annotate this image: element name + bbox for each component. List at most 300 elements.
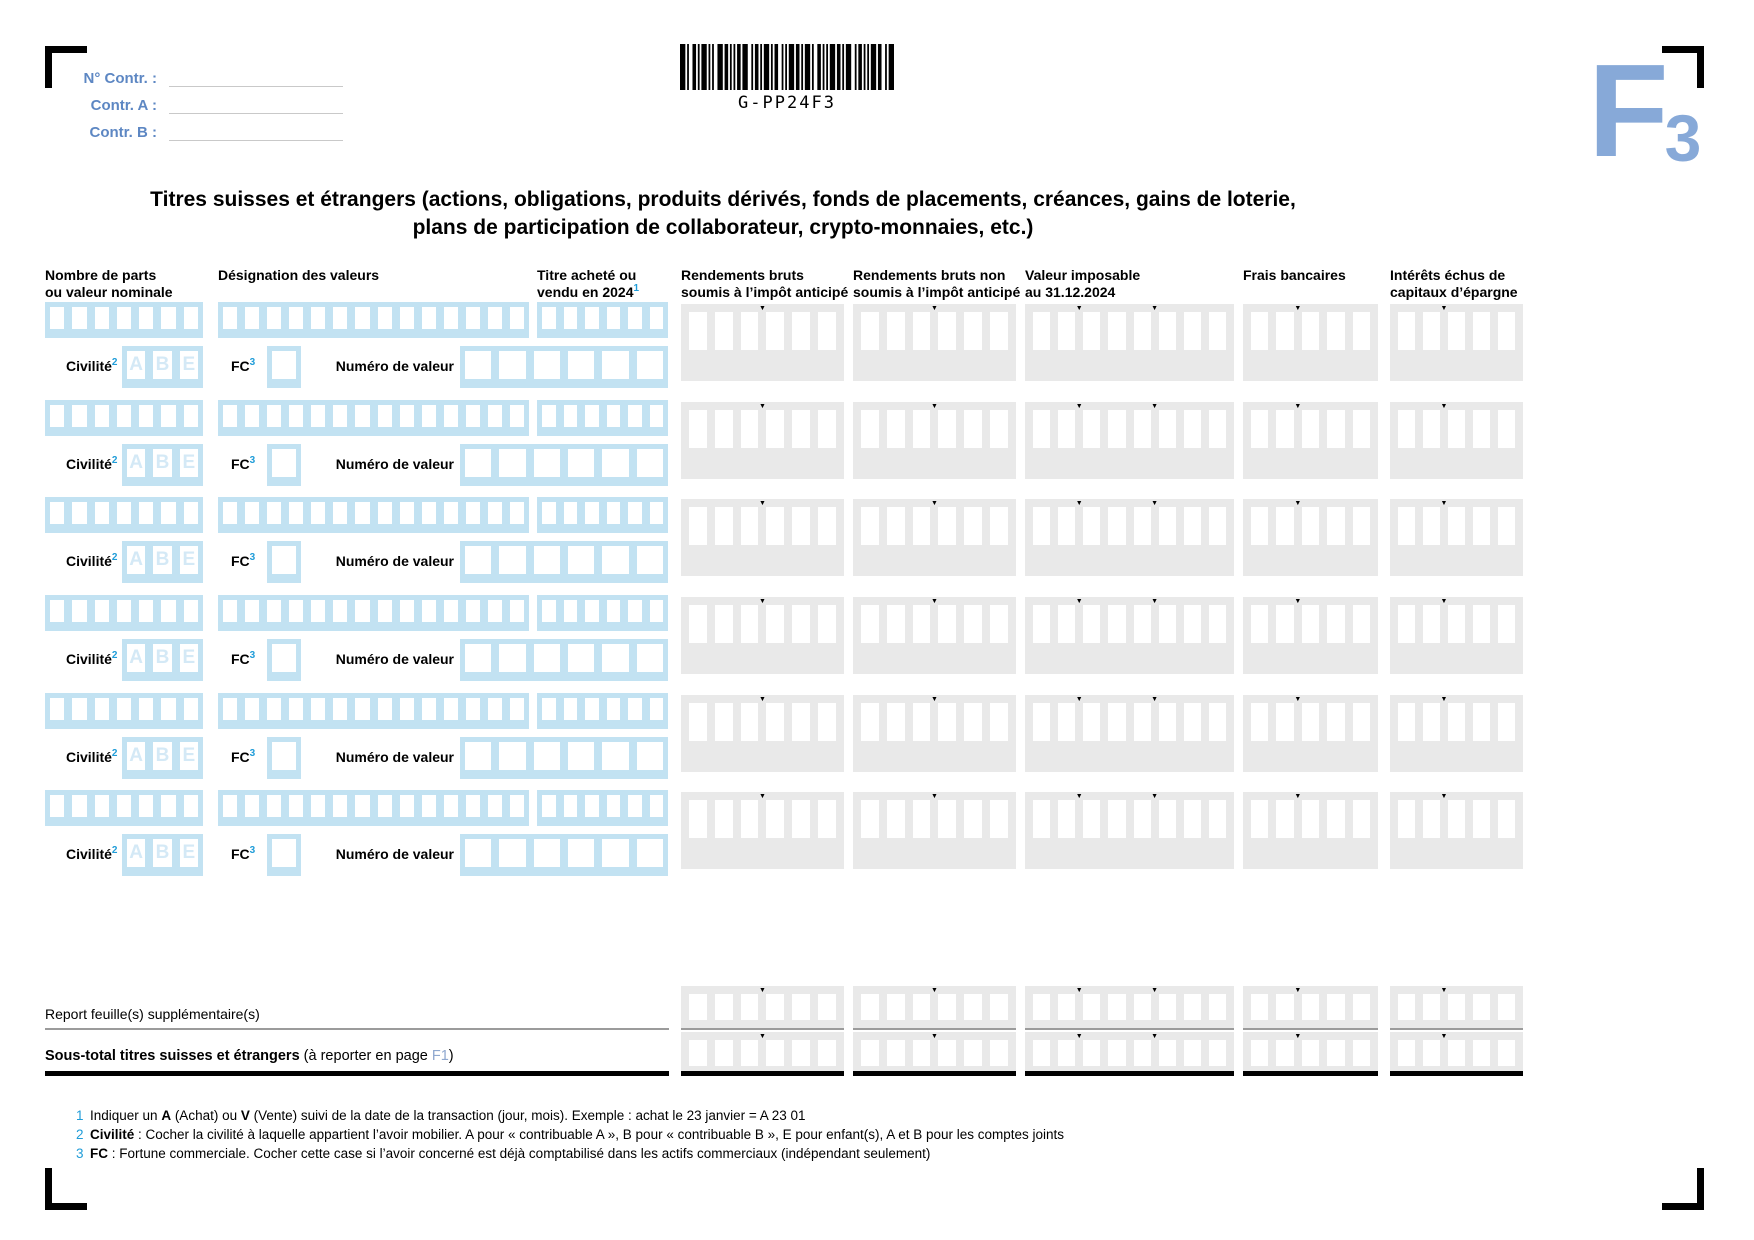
amount-digit-cell[interactable] <box>766 312 784 350</box>
amount-digit-cell[interactable] <box>1473 410 1490 448</box>
digit-cell[interactable] <box>534 839 560 867</box>
digit-cell[interactable] <box>184 795 198 817</box>
amount-digit-cell[interactable] <box>818 1040 836 1066</box>
digit-cell[interactable] <box>444 698 458 720</box>
digit-cell[interactable] <box>637 546 663 574</box>
amount-digit-cell[interactable] <box>1134 703 1151 741</box>
amount-digit-cell[interactable] <box>990 410 1008 448</box>
digit-cell[interactable] <box>289 502 303 524</box>
digit-cell[interactable] <box>139 502 153 524</box>
accrued-interest-field[interactable] <box>1390 304 1523 381</box>
digit-cell[interactable] <box>650 502 664 524</box>
amount-digit-cell[interactable] <box>1033 1040 1050 1066</box>
amount-digit-cell[interactable] <box>938 994 956 1020</box>
digit-cell[interactable] <box>272 449 296 477</box>
digit-cell[interactable] <box>564 698 578 720</box>
amount-digit-cell[interactable] <box>1209 410 1226 448</box>
amount-digit-cell[interactable] <box>1302 605 1319 643</box>
amount-digit-cell[interactable] <box>938 507 956 545</box>
amount-digit-cell[interactable] <box>1473 507 1490 545</box>
amount-digit-cell[interactable] <box>1498 800 1515 838</box>
digit-cell[interactable] <box>95 795 109 817</box>
amount-digit-cell[interactable] <box>1209 507 1226 545</box>
digit-cell[interactable] <box>355 600 369 622</box>
designation-field[interactable] <box>218 693 529 729</box>
amount-digit-cell[interactable] <box>1448 703 1465 741</box>
gross-yield-subject-field[interactable] <box>681 402 844 479</box>
amount-digit-cell[interactable] <box>1251 312 1268 350</box>
amount-digit-cell[interactable] <box>938 312 956 350</box>
digit-cell[interactable] <box>272 644 296 672</box>
amount-digit-cell[interactable] <box>792 800 810 838</box>
amount-digit-cell[interactable] <box>741 410 759 448</box>
amount-digit-cell[interactable] <box>1159 507 1176 545</box>
digit-cell[interactable] <box>311 600 325 622</box>
civility-checkboxes[interactable] <box>122 541 203 583</box>
amount-digit-cell[interactable] <box>1184 800 1201 838</box>
amount-digit-cell[interactable] <box>1302 410 1319 448</box>
digit-cell[interactable] <box>488 795 502 817</box>
amount-digit-cell[interactable] <box>1302 703 1319 741</box>
amount-digit-cell[interactable] <box>861 1040 879 1066</box>
amount-digit-cell[interactable] <box>1159 312 1176 350</box>
digit-cell[interactable] <box>534 644 560 672</box>
digit-cell[interactable] <box>510 307 524 329</box>
amount-digit-cell[interactable] <box>913 703 931 741</box>
amount-digit-cell[interactable] <box>1353 312 1370 350</box>
civility-option-e[interactable]: E <box>180 742 198 770</box>
amount-digit-cell[interactable] <box>1498 1040 1515 1066</box>
digit-cell[interactable] <box>602 351 628 379</box>
digit-cell[interactable] <box>542 600 556 622</box>
digit-cell[interactable] <box>607 307 621 329</box>
digit-cell[interactable] <box>564 795 578 817</box>
digit-cell[interactable] <box>378 405 392 427</box>
amount-digit-cell[interactable] <box>1327 410 1344 448</box>
amount-digit-cell[interactable] <box>1276 410 1293 448</box>
purchase-sale-field[interactable] <box>537 693 668 729</box>
civility-checkboxes[interactable] <box>122 834 203 876</box>
digit-cell[interactable] <box>72 600 86 622</box>
accrued-interest-field[interactable] <box>1390 597 1523 674</box>
civility-option-b[interactable]: B <box>153 449 171 477</box>
digit-cell[interactable] <box>542 795 556 817</box>
amount-digit-cell[interactable] <box>792 312 810 350</box>
digit-cell[interactable] <box>465 644 491 672</box>
civility-option-b[interactable]: B <box>153 351 171 379</box>
amount-digit-cell[interactable] <box>689 312 707 350</box>
amount-digit-cell[interactable] <box>1398 410 1415 448</box>
subtotal-taxable-value-field[interactable] <box>1025 1032 1234 1076</box>
digit-cell[interactable] <box>466 698 480 720</box>
digit-cell[interactable] <box>585 698 599 720</box>
amount-digit-cell[interactable] <box>1327 994 1344 1020</box>
digit-cell[interactable] <box>542 405 556 427</box>
digit-cell[interactable] <box>585 502 599 524</box>
amount-digit-cell[interactable] <box>1058 410 1075 448</box>
digit-cell[interactable] <box>564 502 578 524</box>
designation-field[interactable] <box>218 595 529 631</box>
amount-digit-cell[interactable] <box>1083 800 1100 838</box>
amount-digit-cell[interactable] <box>1276 800 1293 838</box>
digit-cell[interactable] <box>50 698 64 720</box>
amount-digit-cell[interactable] <box>1108 800 1125 838</box>
amount-digit-cell[interactable] <box>1209 800 1226 838</box>
amount-digit-cell[interactable] <box>1209 605 1226 643</box>
digit-cell[interactable] <box>267 698 281 720</box>
amount-digit-cell[interactable] <box>1398 703 1415 741</box>
amount-digit-cell[interactable] <box>1083 507 1100 545</box>
civility-option-e[interactable]: E <box>180 449 198 477</box>
digit-cell[interactable] <box>465 449 491 477</box>
digit-cell[interactable] <box>534 546 560 574</box>
amount-digit-cell[interactable] <box>1209 703 1226 741</box>
amount-digit-cell[interactable] <box>938 703 956 741</box>
amount-digit-cell[interactable] <box>689 1040 707 1066</box>
amount-digit-cell[interactable] <box>715 312 733 350</box>
amount-digit-cell[interactable] <box>766 994 784 1020</box>
amount-digit-cell[interactable] <box>741 312 759 350</box>
gross-yield-not-subject-field[interactable] <box>853 402 1016 479</box>
purchase-sale-field[interactable] <box>537 302 668 338</box>
digit-cell[interactable] <box>72 795 86 817</box>
amount-digit-cell[interactable] <box>1209 1040 1226 1066</box>
amount-digit-cell[interactable] <box>1184 312 1201 350</box>
amount-digit-cell[interactable] <box>689 410 707 448</box>
amount-digit-cell[interactable] <box>1033 994 1050 1020</box>
digit-cell[interactable] <box>50 600 64 622</box>
amount-digit-cell[interactable] <box>1327 507 1344 545</box>
digit-cell[interactable] <box>465 351 491 379</box>
amount-digit-cell[interactable] <box>1353 605 1370 643</box>
bank-fees-field[interactable] <box>1243 695 1378 772</box>
digit-cell[interactable] <box>585 795 599 817</box>
digit-cell[interactable] <box>267 405 281 427</box>
amount-digit-cell[interactable] <box>1209 994 1226 1020</box>
digit-cell[interactable] <box>542 502 556 524</box>
taxable-value-field[interactable] <box>1025 304 1234 381</box>
amount-digit-cell[interactable] <box>1327 1040 1344 1066</box>
digit-cell[interactable] <box>378 795 392 817</box>
amount-digit-cell[interactable] <box>1251 800 1268 838</box>
amount-digit-cell[interactable] <box>1423 1040 1440 1066</box>
amount-digit-cell[interactable] <box>1134 800 1151 838</box>
amount-digit-cell[interactable] <box>1327 800 1344 838</box>
amount-digit-cell[interactable] <box>1083 994 1100 1020</box>
civility-option-a[interactable]: A <box>127 644 145 672</box>
amount-digit-cell[interactable] <box>1033 410 1050 448</box>
amount-digit-cell[interactable] <box>1498 994 1515 1020</box>
amount-digit-cell[interactable] <box>1159 1040 1176 1066</box>
gross-yield-not-subject-field[interactable] <box>853 597 1016 674</box>
digit-cell[interactable] <box>95 307 109 329</box>
digit-cell[interactable] <box>245 307 259 329</box>
digit-cell[interactable] <box>564 307 578 329</box>
amount-digit-cell[interactable] <box>1058 605 1075 643</box>
amount-digit-cell[interactable] <box>818 703 836 741</box>
amount-digit-cell[interactable] <box>741 994 759 1020</box>
digit-cell[interactable] <box>510 795 524 817</box>
digit-cell[interactable] <box>422 502 436 524</box>
digit-cell[interactable] <box>117 698 131 720</box>
amount-digit-cell[interactable] <box>1184 507 1201 545</box>
digit-cell[interactable] <box>267 307 281 329</box>
amount-digit-cell[interactable] <box>1058 703 1075 741</box>
bank-fees-field[interactable] <box>1243 597 1378 674</box>
amount-digit-cell[interactable] <box>1302 507 1319 545</box>
amount-digit-cell[interactable] <box>1327 312 1344 350</box>
amount-digit-cell[interactable] <box>1251 1040 1268 1066</box>
amount-digit-cell[interactable] <box>913 410 931 448</box>
amount-digit-cell[interactable] <box>715 605 733 643</box>
digit-cell[interactable] <box>422 600 436 622</box>
amount-digit-cell[interactable] <box>792 703 810 741</box>
digit-cell[interactable] <box>289 698 303 720</box>
digit-cell[interactable] <box>564 600 578 622</box>
digit-cell[interactable] <box>466 600 480 622</box>
purchase-sale-field[interactable] <box>537 595 668 631</box>
purchase-sale-field[interactable] <box>537 400 668 436</box>
digit-cell[interactable] <box>311 795 325 817</box>
digit-cell[interactable] <box>488 698 502 720</box>
digit-cell[interactable] <box>488 405 502 427</box>
digit-cell[interactable] <box>444 405 458 427</box>
amount-digit-cell[interactable] <box>1398 507 1415 545</box>
digit-cell[interactable] <box>272 839 296 867</box>
digit-cell[interactable] <box>568 839 594 867</box>
amount-digit-cell[interactable] <box>818 605 836 643</box>
amount-digit-cell[interactable] <box>887 605 905 643</box>
subtotal-gross-yield-subject-field[interactable] <box>681 1032 844 1076</box>
subtotal-accrued-interest-field[interactable] <box>1390 1032 1523 1076</box>
amount-digit-cell[interactable] <box>1276 1040 1293 1066</box>
digit-cell[interactable] <box>400 307 414 329</box>
digit-cell[interactable] <box>378 600 392 622</box>
amount-digit-cell[interactable] <box>1498 312 1515 350</box>
designation-field[interactable] <box>218 497 529 533</box>
amount-digit-cell[interactable] <box>1353 800 1370 838</box>
bank-fees-field[interactable] <box>1243 304 1378 381</box>
fc-checkbox[interactable] <box>267 541 301 583</box>
digit-cell[interactable] <box>355 502 369 524</box>
digit-cell[interactable] <box>466 795 480 817</box>
digit-cell[interactable] <box>272 742 296 770</box>
amount-digit-cell[interactable] <box>818 507 836 545</box>
digit-cell[interactable] <box>499 839 525 867</box>
amount-digit-cell[interactable] <box>766 605 784 643</box>
civility-option-b[interactable]: B <box>153 546 171 574</box>
amount-digit-cell[interactable] <box>1353 1040 1370 1066</box>
amount-digit-cell[interactable] <box>689 994 707 1020</box>
digit-cell[interactable] <box>444 502 458 524</box>
civility-option-a[interactable]: A <box>127 839 145 867</box>
digit-cell[interactable] <box>245 502 259 524</box>
amount-digit-cell[interactable] <box>792 410 810 448</box>
digit-cell[interactable] <box>117 307 131 329</box>
amount-digit-cell[interactable] <box>1448 507 1465 545</box>
amount-digit-cell[interactable] <box>913 1040 931 1066</box>
digit-cell[interactable] <box>650 405 664 427</box>
digit-cell[interactable] <box>72 698 86 720</box>
gross-yield-not-subject-field[interactable] <box>853 792 1016 869</box>
accrued-interest-field[interactable] <box>1390 792 1523 869</box>
purchase-sale-field[interactable] <box>537 497 668 533</box>
digit-cell[interactable] <box>184 405 198 427</box>
amount-digit-cell[interactable] <box>1498 507 1515 545</box>
digit-cell[interactable] <box>422 307 436 329</box>
security-number-field[interactable] <box>460 541 668 583</box>
amount-digit-cell[interactable] <box>818 312 836 350</box>
amount-digit-cell[interactable] <box>1251 507 1268 545</box>
taxable-value-field[interactable] <box>1025 499 1234 576</box>
digit-cell[interactable] <box>289 795 303 817</box>
digit-cell[interactable] <box>245 698 259 720</box>
digit-cell[interactable] <box>333 600 347 622</box>
digit-cell[interactable] <box>355 795 369 817</box>
amount-digit-cell[interactable] <box>938 605 956 643</box>
digit-cell[interactable] <box>499 742 525 770</box>
digit-cell[interactable] <box>117 600 131 622</box>
amount-digit-cell[interactable] <box>1108 410 1125 448</box>
amount-digit-cell[interactable] <box>887 312 905 350</box>
digit-cell[interactable] <box>289 307 303 329</box>
bank-fees-field[interactable] <box>1243 402 1378 479</box>
amount-digit-cell[interactable] <box>1134 605 1151 643</box>
digit-cell[interactable] <box>628 307 642 329</box>
amount-digit-cell[interactable] <box>689 703 707 741</box>
digit-cell[interactable] <box>465 839 491 867</box>
amount-digit-cell[interactable] <box>1033 800 1050 838</box>
amount-digit-cell[interactable] <box>689 605 707 643</box>
amount-digit-cell[interactable] <box>1473 312 1490 350</box>
amount-digit-cell[interactable] <box>1448 994 1465 1020</box>
amount-digit-cell[interactable] <box>861 410 879 448</box>
report-accrued-interest-field[interactable] <box>1390 986 1523 1030</box>
amount-digit-cell[interactable] <box>1108 1040 1125 1066</box>
digit-cell[interactable] <box>50 405 64 427</box>
civility-checkboxes[interactable] <box>122 346 203 388</box>
amount-digit-cell[interactable] <box>689 800 707 838</box>
digit-cell[interactable] <box>95 405 109 427</box>
digit-cell[interactable] <box>139 307 153 329</box>
amount-digit-cell[interactable] <box>887 703 905 741</box>
amount-digit-cell[interactable] <box>766 507 784 545</box>
digit-cell[interactable] <box>400 698 414 720</box>
amount-digit-cell[interactable] <box>1083 1040 1100 1066</box>
digit-cell[interactable] <box>465 742 491 770</box>
amount-digit-cell[interactable] <box>1033 507 1050 545</box>
digit-cell[interactable] <box>422 795 436 817</box>
digit-cell[interactable] <box>184 307 198 329</box>
amount-digit-cell[interactable] <box>1058 507 1075 545</box>
amount-digit-cell[interactable] <box>1276 703 1293 741</box>
amount-digit-cell[interactable] <box>1276 605 1293 643</box>
digit-cell[interactable] <box>510 600 524 622</box>
amount-digit-cell[interactable] <box>741 1040 759 1066</box>
report-gross-yield-not-subject-field[interactable] <box>853 986 1016 1030</box>
amount-digit-cell[interactable] <box>1276 994 1293 1020</box>
amount-digit-cell[interactable] <box>861 312 879 350</box>
gross-yield-subject-field[interactable] <box>681 695 844 772</box>
amount-digit-cell[interactable] <box>964 605 982 643</box>
digit-cell[interactable] <box>568 742 594 770</box>
amount-digit-cell[interactable] <box>1498 605 1515 643</box>
digit-cell[interactable] <box>378 307 392 329</box>
civility-option-b[interactable]: B <box>153 839 171 867</box>
amount-digit-cell[interactable] <box>913 994 931 1020</box>
amount-digit-cell[interactable] <box>1498 410 1515 448</box>
digit-cell[interactable] <box>223 307 237 329</box>
civility-option-e[interactable]: E <box>180 546 198 574</box>
amount-digit-cell[interactable] <box>1448 800 1465 838</box>
amount-digit-cell[interactable] <box>913 507 931 545</box>
digit-cell[interactable] <box>564 405 578 427</box>
amount-digit-cell[interactable] <box>715 994 733 1020</box>
digit-cell[interactable] <box>400 795 414 817</box>
amount-digit-cell[interactable] <box>1033 605 1050 643</box>
amount-digit-cell[interactable] <box>1083 410 1100 448</box>
amount-digit-cell[interactable] <box>741 605 759 643</box>
amount-digit-cell[interactable] <box>1423 507 1440 545</box>
amount-digit-cell[interactable] <box>1302 312 1319 350</box>
digit-cell[interactable] <box>488 502 502 524</box>
amount-digit-cell[interactable] <box>1498 703 1515 741</box>
digit-cell[interactable] <box>289 405 303 427</box>
amount-digit-cell[interactable] <box>1353 703 1370 741</box>
amount-digit-cell[interactable] <box>1159 410 1176 448</box>
amount-digit-cell[interactable] <box>1398 1040 1415 1066</box>
amount-digit-cell[interactable] <box>1184 1040 1201 1066</box>
amount-digit-cell[interactable] <box>818 800 836 838</box>
amount-digit-cell[interactable] <box>1251 994 1268 1020</box>
amount-digit-cell[interactable] <box>1159 605 1176 643</box>
amount-digit-cell[interactable] <box>990 994 1008 1020</box>
amount-digit-cell[interactable] <box>1398 312 1415 350</box>
digit-cell[interactable] <box>400 600 414 622</box>
amount-digit-cell[interactable] <box>990 1040 1008 1066</box>
amount-digit-cell[interactable] <box>1276 312 1293 350</box>
digit-cell[interactable] <box>72 405 86 427</box>
amount-digit-cell[interactable] <box>1448 312 1465 350</box>
amount-digit-cell[interactable] <box>887 410 905 448</box>
shares-count-field[interactable] <box>45 595 203 631</box>
amount-digit-cell[interactable] <box>1251 605 1268 643</box>
amount-digit-cell[interactable] <box>766 410 784 448</box>
amount-digit-cell[interactable] <box>938 800 956 838</box>
amount-digit-cell[interactable] <box>964 703 982 741</box>
digit-cell[interactable] <box>50 795 64 817</box>
amount-digit-cell[interactable] <box>1108 994 1125 1020</box>
digit-cell[interactable] <box>333 795 347 817</box>
amount-digit-cell[interactable] <box>1302 1040 1319 1066</box>
digit-cell[interactable] <box>139 698 153 720</box>
amount-digit-cell[interactable] <box>792 1040 810 1066</box>
amount-digit-cell[interactable] <box>1327 605 1344 643</box>
digit-cell[interactable] <box>650 698 664 720</box>
digit-cell[interactable] <box>333 307 347 329</box>
fc-checkbox[interactable] <box>267 737 301 779</box>
amount-digit-cell[interactable] <box>715 507 733 545</box>
amount-digit-cell[interactable] <box>887 994 905 1020</box>
amount-digit-cell[interactable] <box>1302 800 1319 838</box>
digit-cell[interactable] <box>510 405 524 427</box>
shares-count-field[interactable] <box>45 400 203 436</box>
digit-cell[interactable] <box>568 351 594 379</box>
digit-cell[interactable] <box>267 502 281 524</box>
amount-digit-cell[interactable] <box>1353 994 1370 1020</box>
amount-digit-cell[interactable] <box>1353 410 1370 448</box>
amount-digit-cell[interactable] <box>1423 410 1440 448</box>
